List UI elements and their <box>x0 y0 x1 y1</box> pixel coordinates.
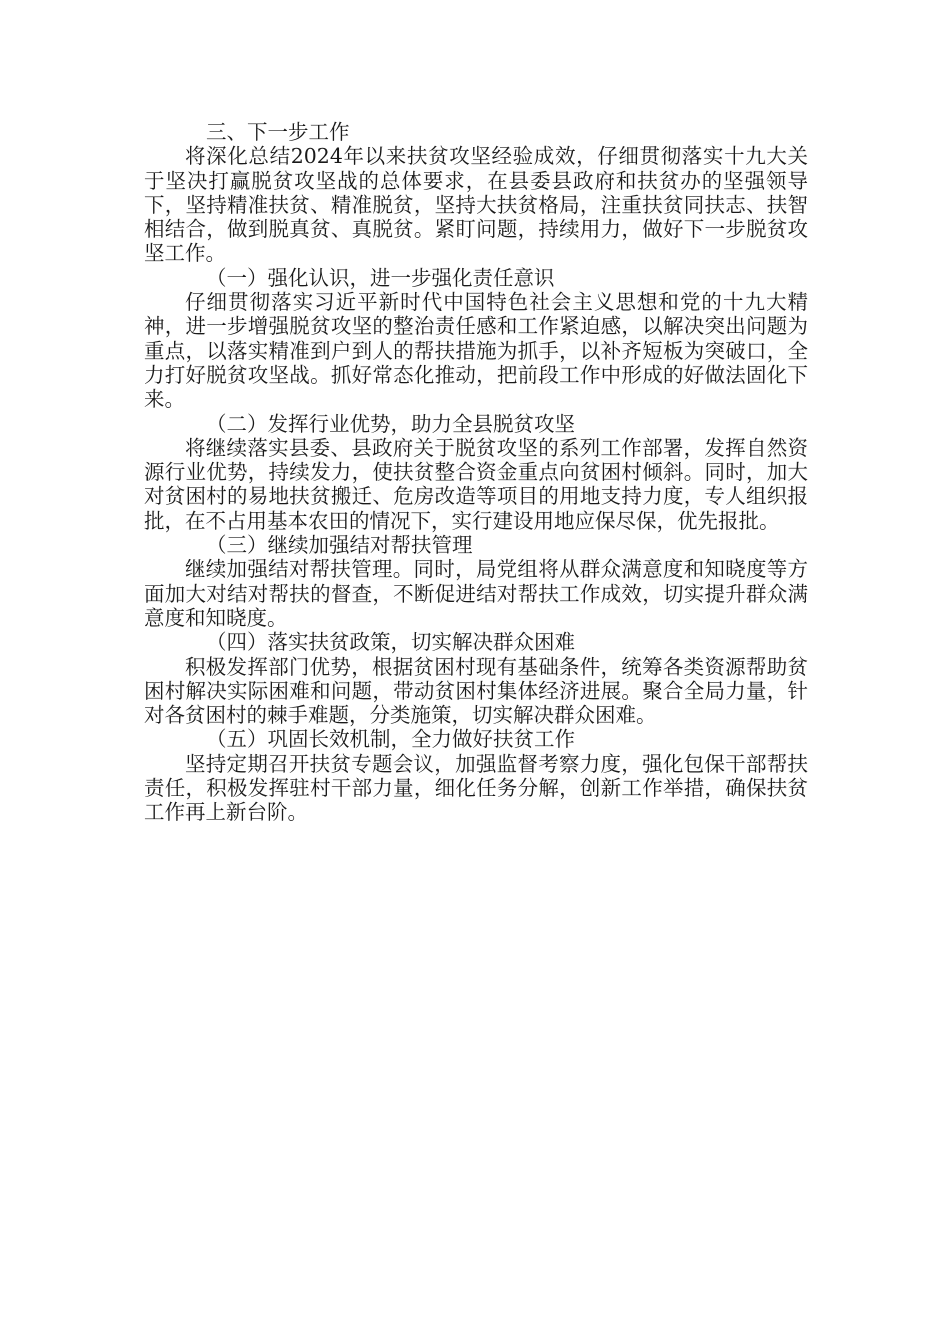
subsection-2-body: 将继续落实县委、县政府关于脱贫攻坚的系列工作部署，发挥自然资源行业优势，持续发力，使扶贫整合资金重点向贫困村倾斜。同时，加大对贫困村的易地扶贫搬迁、危房改造等项目的用地支持力度，专人组织报批，在不占用基本农田的情况下，实行建设用地应保尽保，优先报批。 <box>144 435 808 533</box>
subsection-4-body: 积极发挥部门优势，根据贫困村现有基础条件，统筹各类资源帮助贫困村解决实际困难和问题，带动贫困村集体经济进展。聚合全局力量，针对各贫困村的棘手难题，分类施策，切实解决群众困难。 <box>144 654 808 728</box>
intro-paragraph: 将深化总结2024年以来扶贫攻坚经验成效，仔细贯彻落实十九大关于坚决打赢脱贫攻坚战的总体要求，在县委县政府和扶贫办的坚强领导下，坚持精准扶贫、精准脱贫，坚持大扶贫格局，注重扶贫同扶志、扶智相结合，做到脱真贫、真脱贫。紧盯问题，持续用力，做好下一步脱贫攻坚工作。 <box>144 144 808 266</box>
section-title: 三、下一步工作 <box>206 120 350 144</box>
subsection-1-body: 仔细贯彻落实习近平新时代中国特色社会主义思想和党的十九大精神，进一步增强脱贫攻坚的整治责任感和工作紧迫感，以解决突出问题为重点，以落实精准到户到人的帮扶措施为抓手，以补齐短板为突破口，全力打好脱贫攻坚战。抓好常态化推动，把前段工作中形成的好做法固化下来。 <box>144 290 808 412</box>
subsection-1-title: （一）强化认识，进一步强化责任意识 <box>206 265 555 290</box>
subsection-3-body: 继续加强结对帮扶管理。同时，局党组将从群众满意度和知晓度等方面加大对结对帮扶的督查，不断促进结对帮扶工作成效，切实提升群众满意度和知晓度。 <box>144 557 808 630</box>
subsection-4-title: （四）落实扶贫政策，切实解决群众困难 <box>206 630 575 655</box>
subsection-5-title: （五）巩固长效机制，全力做好扶贫工作 <box>206 727 575 752</box>
subsection-2-title: （二）发挥行业优势，助力全县脱贫攻坚 <box>206 411 575 436</box>
document-page <box>144 120 808 825</box>
subsection-5-body: 坚持定期召开扶贫专题会议，加强监督考察力度，强化包保干部帮扶责任，积极发挥驻村干部力量，细化任务分解，创新工作举措，确保扶贫工作再上新台阶。 <box>144 751 808 825</box>
subsection-3-title: （三）继续加强结对帮扶管理 <box>206 533 473 558</box>
